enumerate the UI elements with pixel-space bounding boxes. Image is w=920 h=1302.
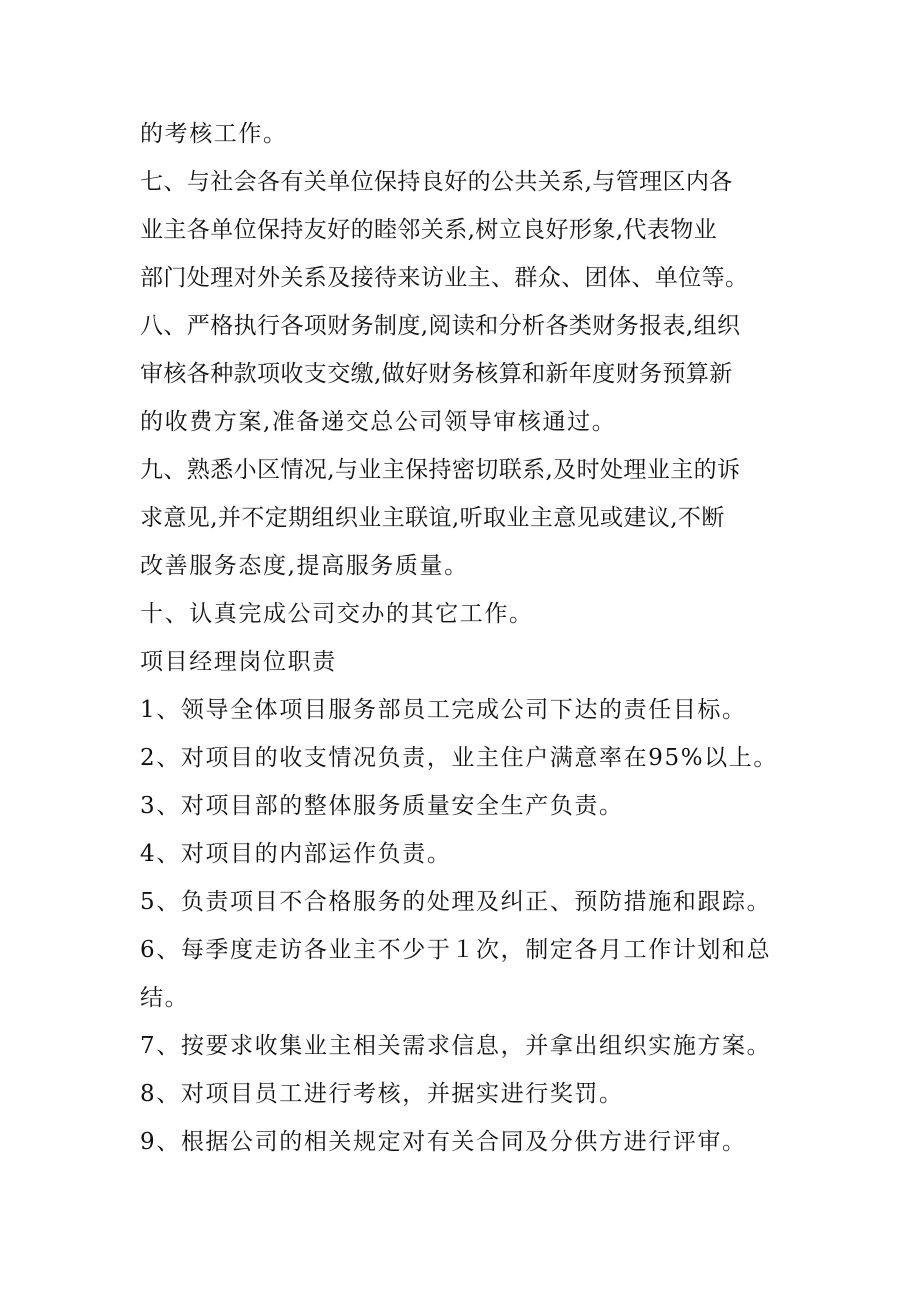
duty-item-6: 6、每季度走访各业主不少于１次，制定各月工作计划和总	[140, 937, 772, 963]
duty-item-3: 3、对项目部的整体服务质量安全生产负责。	[140, 793, 624, 819]
text-line-11: 十、认真完成公司交办的其它工作。	[140, 601, 534, 627]
section-heading: 项目经理岗位职责	[140, 649, 337, 675]
text-line-4: 部门处理对外关系及接待来访业主、群众、团体、单位等。	[140, 265, 749, 291]
text-line-6: 审核各种款项收支交缴,做好财务核算和新年度财务预算新	[140, 361, 733, 387]
text-line-7: 的收费方案,准备递交总公司领导审核通过。	[140, 409, 617, 435]
duty-item-9: 9、根据公司的相关规定对有关合同及分供方进行评审。	[140, 1129, 747, 1155]
text-line-3: 业主各单位保持友好的睦邻关系,树立良好形象,代表物业	[140, 217, 718, 243]
duty-item-4: 4、对项目的内部运作负责。	[140, 841, 452, 867]
text-line-2: 七、与社会各有关单位保持良好的公共关系,与管理区内各	[140, 169, 733, 195]
text-line-1: 的考核工作。	[140, 121, 288, 147]
text-line-5: 八、严格执行各项财务制度,阅读和分析各类财务报表,组织	[140, 313, 741, 339]
document-page	[140, 110, 810, 1166]
text-line-10: 改善服务态度,提高服务质量。	[140, 553, 469, 579]
duty-item-2: 2、对项目的收支情况负责，业主住户满意率在95%以上。	[140, 745, 778, 771]
duty-item-5: 5、负责项目不合格服务的处理及纠正、预防措施和跟踪。	[140, 889, 772, 915]
duty-item-8: 8、对项目员工进行考核，并据实进行奖罚。	[140, 1081, 624, 1107]
text-line-9: 求意见,并不定期组织业主联谊,听取业主意见或建议,不断	[140, 505, 725, 531]
duty-item-6-continued: 结。	[140, 985, 190, 1011]
text-line-8: 九、熟悉小区情况,与业主保持密切联系,及时处理业主的诉	[140, 457, 741, 483]
duty-item-1: 1、领导全体项目服务部员工完成公司下达的责任目标。	[140, 697, 747, 723]
duty-item-7: 7、按要求收集业主相关需求信息，并拿出组织实施方案。	[140, 1033, 772, 1059]
